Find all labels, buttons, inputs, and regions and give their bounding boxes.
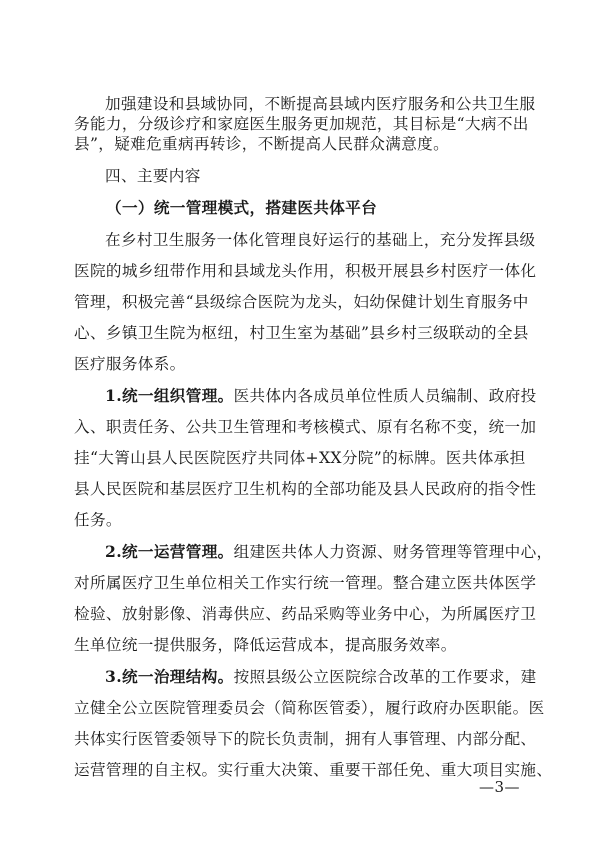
text-line — [74, 386, 537, 406]
item-text: 组建医共体人力资源、财务管理等管理中心， — [233, 543, 553, 561]
text-line: 挂“大箐山县人民医院医疗共同体+XX分院”的标牌。医共体承担 — [74, 449, 526, 467]
page-body — [74, 94, 553, 780]
text-line: 运营管理的自主权。实行重大决策、重要干部任免、重大项目实施、 — [74, 761, 553, 779]
paragraph-overview — [74, 230, 537, 374]
section-heading: 四、主要内容 — [105, 167, 201, 185]
text-line: 生单位统一提供服务，降低运营成本，提高服务效率。 — [74, 636, 457, 654]
text-line: 心、乡镇卫生院为枢纽，村卫生室为基础”县乡村三级联动的全县 — [74, 324, 529, 342]
paragraph-organization — [74, 386, 537, 530]
subsection-heading: （一）统一管理模式，搭建医共体平台 — [106, 198, 378, 217]
item-lead: 3.统一治理结构。 — [105, 667, 234, 686]
text-line: 医疗服务体系。 — [74, 355, 186, 373]
paragraph-operations — [74, 542, 553, 655]
text-line: 对所属医疗卫生单位相关工作实行统一管理。整合建立医共体医学 — [74, 574, 537, 592]
text-line — [74, 542, 553, 562]
paragraph-goal — [74, 94, 536, 154]
text-line: 务能力，分级诊疗和家庭医生服务更加规范，其目标是“大病不出 — [74, 115, 529, 133]
text-line: 医院的城乡纽带作用和县域龙头作用，积极开展县乡村医疗一体化 — [74, 262, 537, 280]
text-line: 加强建设和县域协同，不断提高县域内医疗服务和公共卫生服 — [105, 95, 536, 113]
text-line: 县人民医院和基层医疗卫生机构的全部功能及县人民政府的指令性 — [74, 480, 537, 498]
text-line: 立健全公立医院管理委员会（简称医管委），履行政府办医职能。医 — [74, 699, 545, 717]
text-line: 检验、放射影像、消毒供应、药品采购等业务中心，为所属医疗卫 — [74, 605, 537, 623]
item-text: 按照县级公立医院综合改革的工作要求，建 — [233, 668, 537, 686]
text-line — [74, 667, 537, 687]
paragraph-governance — [74, 667, 553, 780]
item-lead: 1.统一组织管理。 — [105, 386, 234, 405]
text-line: 管理，积极完善“县级综合医院为龙头，妇幼保健计划生育服务中 — [74, 293, 529, 311]
item-lead: 2.统一运营管理。 — [105, 542, 234, 561]
item-text: 医共体内各成员单位性质人员编制、政府投 — [233, 387, 537, 405]
text-line: 在乡村卫生服务一体化管理良好运行的基础上，充分发挥县级 — [105, 231, 536, 249]
text-line: 入、职责任务、公共卫生管理和考核模式、原有名称不变，统一加 — [74, 418, 537, 436]
page-number: —3— — [479, 778, 521, 796]
text-line: 县”，疑难危重病再转诊，不断提高人民群众满意度。 — [74, 135, 450, 153]
text-line: 任务。 — [74, 511, 122, 529]
text-line: 共体实行医管委领导下的院长负责制，拥有人事管理、内部分配、 — [74, 730, 537, 748]
